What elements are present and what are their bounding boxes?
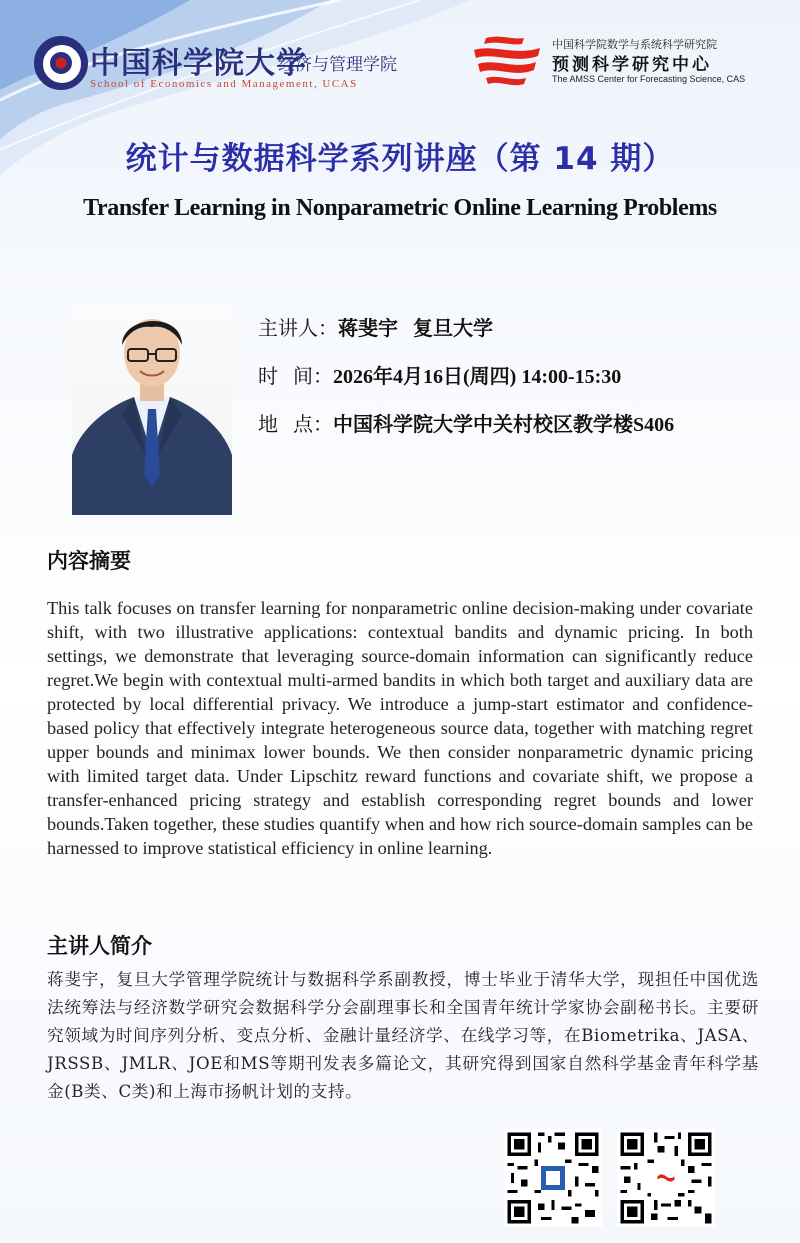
abstract-heading: 内容摘要 [47, 549, 131, 573]
amss-institute-name: 中国科学院数学与系统科学研究院 [552, 38, 717, 51]
time-label: 时 间： [258, 366, 333, 388]
ucas-logo [34, 36, 414, 96]
ucas-dept-cn: 经济与管理学院 [278, 55, 397, 75]
bio-heading: 主讲人简介 [47, 934, 152, 958]
qr-code-right[interactable] [617, 1129, 715, 1227]
time-row [258, 362, 778, 410]
speaker-photo [72, 305, 232, 515]
place-value: 中国科学院大学中关村校区教学楼S406 [333, 414, 675, 436]
ucas-name-en: School of Economics and Management, UCAS [90, 78, 358, 90]
amss-logo [472, 32, 772, 92]
speaker-row [258, 314, 778, 362]
qr-code-icon [504, 1129, 602, 1227]
ucas-name-cn: 中国科学院大学 [90, 46, 307, 81]
amss-wave-icon [472, 34, 542, 88]
ucas-seal-icon [34, 36, 88, 90]
speaker-value: 蒋斐宇 复旦大学 [338, 318, 493, 340]
qr-code-icon [617, 1129, 715, 1227]
qr-code-left[interactable] [504, 1129, 602, 1227]
abstract-body: This talk focuses on transfer learning for nonparametric online decision-making under covariate shift, with two illustrative applications: contextual bandits and dynamic pricing. In both settings, we demonstrate that leveraging source-domain information can significantly reduce regret.We begin with contextual multi-armed bandits in which both target and auxiliary data are protected by local differential privacy. We introduce a jump-start estimator and confidence-based policy that effectively integrate heterogeneous source data, together with matching regret upper bounds and minimax lower bounds. We then consider nonparametric dynamic pricing with limited target data. Under Lipschitz reward functions and covariate shift, we propose a transfer-enhanced pricing strategy and establish corresponding regret bounds and lower bounds.Taken together, these studies quantify when and how rich source-domain samples can be harnessed to improve statistical efficiency in online learning. [47, 598, 753, 858]
amss-center-name-en: The AMSS Center for Forecasting Science, CAS [552, 74, 746, 84]
place-row [258, 410, 778, 458]
bio-body: 蒋斐宇，复旦大学管理学院统计与数据科学系副教授，博士毕业于清华大学，现担任中国优选法统筹法与经济数学研究会数据科学分会副理事长和全国青年统计学家协会副秘书长。主要研究领域为时间序列分析、变点分析、金融计量经济学、在线学习等，在Biometrika、JASA、JRSSB、JMLR、JOE和MS等期刊发表多篇论文，其研究得到国家自然科学基金青年科学基金(B类、C类)和上海市扬帆计划的支持。 [47, 970, 759, 1101]
place-label: 地 点： [258, 414, 333, 436]
series-title: 统计与数据科学系列讲座（第 14 期） [125, 141, 675, 177]
amss-center-name: 预测科学研究中心 [552, 55, 712, 75]
talk-info [258, 314, 778, 458]
time-value: 2026年4月16日(周四) 14:00-15:30 [333, 366, 622, 388]
speaker-label: 主讲人： [258, 318, 338, 340]
talk-title: Transfer Learning in Nonparametric Online Learning Problems [83, 195, 717, 221]
